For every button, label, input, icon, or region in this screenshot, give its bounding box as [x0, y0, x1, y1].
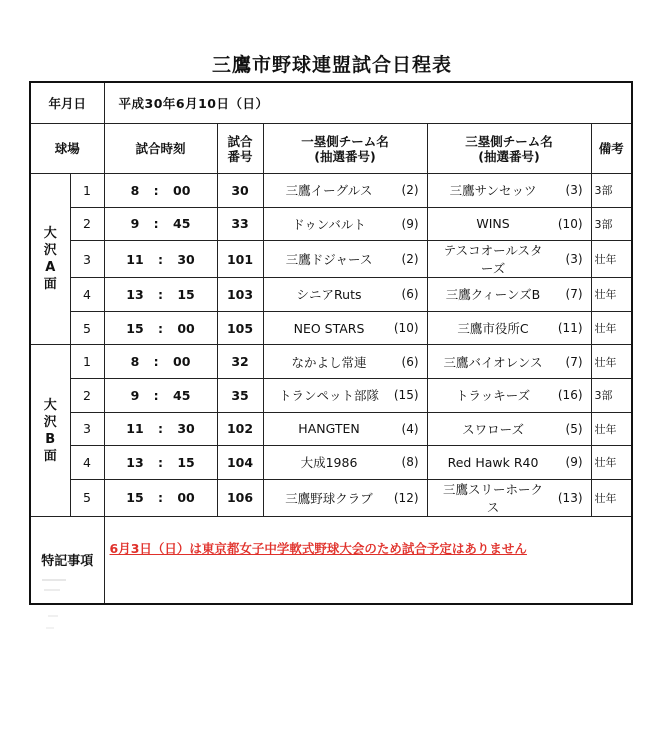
table-row — [30, 412, 632, 446]
venue-char: 大 — [43, 397, 57, 413]
draw-number: (9) — [565, 455, 583, 470]
venue-char: 沢 — [43, 414, 57, 430]
team-name: 三鷹バイオレンス — [443, 354, 543, 370]
first-base-team — [264, 386, 427, 404]
team-name: スワローズ — [462, 421, 524, 437]
first-base-team-cell — [263, 345, 427, 379]
team-name: テスコオールスターズ — [443, 243, 543, 277]
venue-char: 沢 — [43, 243, 57, 259]
venue-char: 面 — [43, 448, 57, 464]
header-number — [217, 124, 263, 174]
third-base-team — [428, 455, 591, 470]
date-label: 年月日 — [30, 82, 104, 124]
game-number: 104 — [217, 446, 263, 480]
third-base-team-cell — [427, 378, 591, 412]
first-base-team — [264, 453, 427, 471]
page-title: 三鷹市野球連盟試合日程表 — [211, 54, 452, 76]
remark-cell: 3部 — [591, 378, 632, 412]
third-base-team-cell — [427, 174, 591, 208]
game-order: 4 — [70, 446, 104, 480]
table-row — [30, 311, 632, 345]
draw-number: (5) — [565, 421, 583, 436]
header-number-line2: 番号 — [227, 148, 253, 164]
table-row — [30, 278, 632, 312]
third-base-team-cell — [427, 412, 591, 446]
venue-char: B — [45, 431, 56, 447]
game-time: 9 : 45 — [104, 207, 217, 241]
game-number: 35 — [217, 378, 263, 412]
date-value: 平成30年6月10日（日） — [104, 82, 632, 124]
team-name: 三鷹クィーンズB — [445, 287, 541, 303]
draw-number: (2) — [401, 183, 419, 198]
game-number: 106 — [217, 479, 263, 516]
game-time: 13 : 15 — [104, 446, 217, 480]
draw-number: (12) — [393, 490, 419, 505]
third-base-team — [428, 216, 591, 231]
team-name: 三鷹市役所C — [457, 321, 529, 337]
note-text: 6月3日（日）は東京都女子中学軟式野球大会のため試合予定はありません — [104, 516, 632, 604]
game-order: 3 — [70, 241, 104, 278]
draw-number: (3) — [565, 183, 583, 198]
third-base-team — [428, 241, 591, 277]
third-base-team-cell — [427, 446, 591, 480]
remark-cell: 壮年 — [591, 311, 632, 345]
first-base-team-cell — [263, 278, 427, 312]
first-base-team — [264, 421, 427, 436]
third-base-team-cell — [427, 479, 591, 516]
first-base-team — [264, 285, 427, 303]
team-name: 三鷹ドジャース — [285, 252, 373, 268]
game-number: 33 — [217, 207, 263, 241]
venue-char: 面 — [43, 277, 57, 293]
table-row — [30, 479, 632, 516]
third-base-team — [428, 480, 591, 516]
table-row — [30, 207, 632, 241]
game-order: 2 — [70, 378, 104, 412]
game-time: 8 : 00 — [104, 174, 217, 208]
venue-cell — [30, 345, 70, 516]
draw-number: (8) — [401, 455, 419, 470]
first-base-team-cell — [263, 446, 427, 480]
first-base-team-cell — [263, 479, 427, 516]
note-label: 特記事項 — [30, 516, 104, 604]
game-time: 15 : 00 — [104, 311, 217, 345]
team-name: シニアRuts — [296, 287, 362, 303]
game-number: 102 — [217, 412, 263, 446]
venue-char: A — [45, 260, 56, 276]
game-order: 2 — [70, 207, 104, 241]
third-base-team-cell — [427, 241, 591, 278]
third-base-team — [428, 386, 591, 404]
third-base-team-cell — [427, 278, 591, 312]
remark-cell: 壮年 — [591, 278, 632, 312]
note-row — [30, 516, 632, 604]
draw-number: (7) — [565, 287, 583, 302]
draw-number: (3) — [565, 252, 583, 267]
game-order: 5 — [70, 479, 104, 516]
game-number: 103 — [217, 278, 263, 312]
game-time: 9 : 45 — [104, 378, 217, 412]
third-base-team — [428, 420, 591, 438]
table-row — [30, 241, 632, 278]
team-name: WINS — [476, 216, 510, 232]
game-number: 30 — [217, 174, 263, 208]
first-base-team-cell — [263, 378, 427, 412]
game-order: 1 — [70, 345, 104, 379]
game-time: 11 : 30 — [104, 412, 217, 446]
team-name: 三鷹サンセッツ — [449, 183, 537, 199]
game-order: 1 — [70, 174, 104, 208]
game-order: 3 — [70, 412, 104, 446]
first-base-team-cell — [263, 174, 427, 208]
third-base-team — [428, 353, 591, 371]
first-base-team — [264, 353, 427, 371]
game-order: 4 — [70, 278, 104, 312]
table-row — [30, 446, 632, 480]
draw-number: (10) — [393, 321, 419, 336]
first-base-team — [264, 489, 427, 507]
draw-number: (6) — [401, 287, 419, 302]
third-base-team — [428, 181, 591, 199]
remark-cell: 壮年 — [591, 345, 632, 379]
remark-cell: 壮年 — [591, 479, 632, 516]
team-name: 三鷹野球クラブ — [285, 490, 373, 506]
first-base-team — [264, 215, 427, 233]
draw-number: (2) — [401, 252, 419, 267]
game-time: 8 : 00 — [104, 345, 217, 379]
header-third-line1: 三塁側チーム名 — [465, 133, 553, 149]
schedule-table — [29, 81, 633, 605]
header-first-line1: 一塁側チーム名 — [301, 133, 389, 149]
header-time: 試合時刻 — [104, 124, 217, 174]
first-base-team-cell — [263, 207, 427, 241]
draw-number: (10) — [557, 216, 583, 231]
header-first-base — [263, 124, 427, 174]
team-name: 三鷹イーグルス — [285, 183, 373, 199]
header-ground: 球場 — [30, 124, 104, 174]
remark-cell: 3部 — [591, 174, 632, 208]
header-remarks: 備考 — [591, 124, 632, 174]
draw-number: (9) — [401, 216, 419, 231]
team-name: ドゥンバルト — [292, 216, 366, 232]
draw-number: (13) — [557, 490, 583, 505]
game-number: 105 — [217, 311, 263, 345]
third-base-team — [428, 319, 591, 337]
draw-number: (6) — [401, 354, 419, 369]
table-row — [30, 378, 632, 412]
header-row — [30, 124, 632, 174]
first-base-team-cell — [263, 412, 427, 446]
game-number: 101 — [217, 241, 263, 278]
header-first-line2: (抽選番号) — [314, 148, 376, 164]
date-row — [30, 82, 632, 124]
third-base-team-cell — [427, 311, 591, 345]
table-row — [30, 345, 632, 379]
first-base-team — [264, 250, 427, 268]
third-base-team-cell — [427, 207, 591, 241]
game-time: 13 : 15 — [104, 278, 217, 312]
game-number: 32 — [217, 345, 263, 379]
team-name: NEO STARS — [293, 320, 365, 336]
draw-number: (7) — [565, 354, 583, 369]
header-third-line2: (抽選番号) — [478, 148, 540, 164]
table-row — [30, 174, 632, 208]
first-base-team — [264, 181, 427, 199]
remark-cell: 壮年 — [591, 412, 632, 446]
venue-cell — [30, 174, 70, 345]
team-name: なかよし常連 — [291, 354, 367, 370]
team-name: HANGTEN — [298, 421, 360, 437]
game-time: 15 : 00 — [104, 479, 217, 516]
scan-marks — [40, 576, 100, 636]
draw-number: (11) — [557, 321, 583, 336]
first-base-team-cell — [263, 311, 427, 345]
team-name: トランペット部隊 — [279, 388, 380, 404]
remark-cell: 3部 — [591, 207, 632, 241]
third-base-team-cell — [427, 345, 591, 379]
third-base-team — [428, 285, 591, 303]
first-base-team-cell — [263, 241, 427, 278]
team-name: Red Hawk R40 — [447, 454, 539, 470]
draw-number: (16) — [557, 388, 583, 403]
team-name: 大成1986 — [300, 455, 358, 471]
header-number-line1: 試合 — [227, 133, 253, 149]
team-name: トラッキーズ — [455, 388, 531, 404]
remark-cell: 壮年 — [591, 446, 632, 480]
first-base-team — [264, 321, 427, 336]
venue-char: 大 — [43, 226, 57, 242]
draw-number: (4) — [401, 421, 419, 436]
game-order: 5 — [70, 311, 104, 345]
team-name: 三鷹スリーホークス — [443, 481, 544, 515]
header-third-base — [427, 124, 591, 174]
draw-number: (15) — [393, 388, 419, 403]
game-time: 11 : 30 — [104, 241, 217, 278]
remark-cell: 壮年 — [591, 241, 632, 278]
